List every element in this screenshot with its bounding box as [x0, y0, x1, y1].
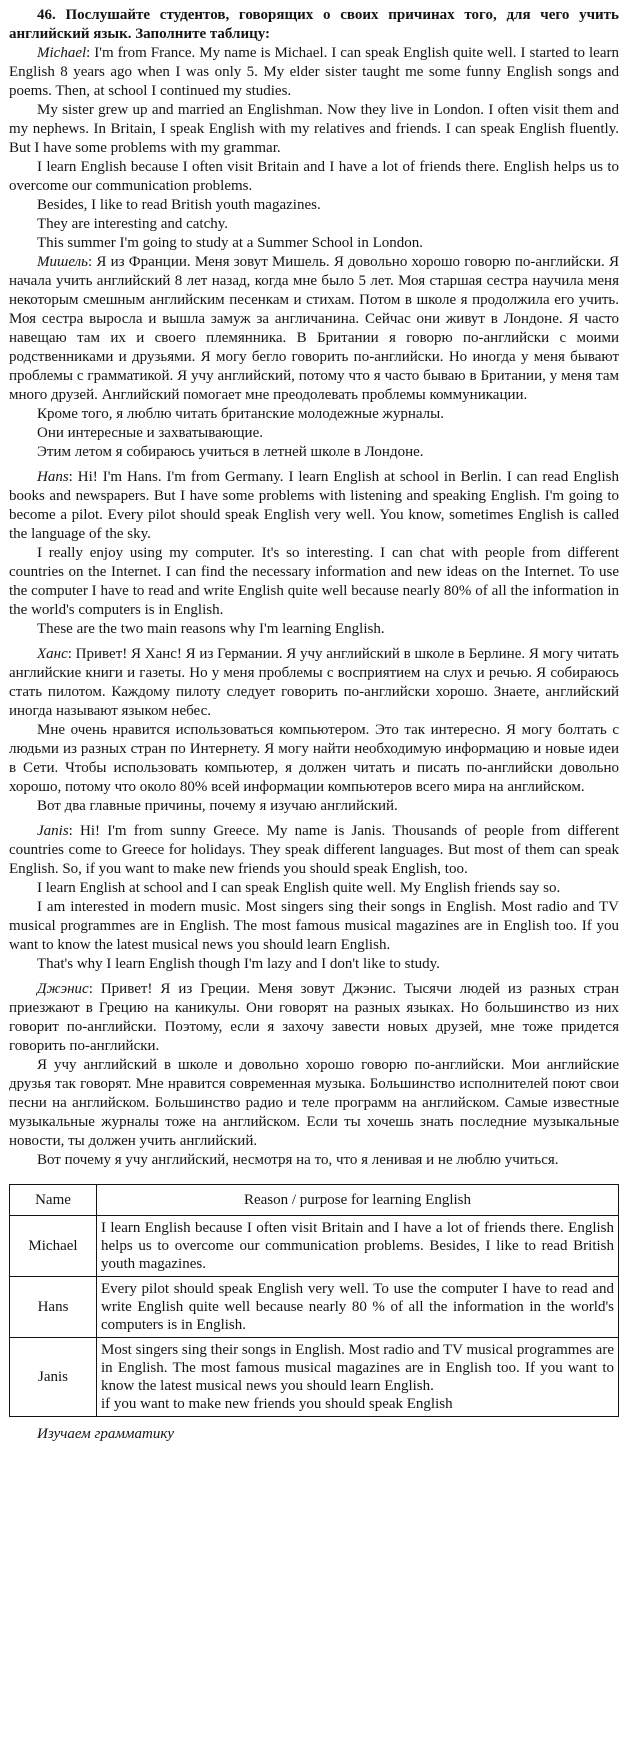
janis-ru-speaker: Джэнис — [37, 981, 89, 997]
hans-speaker: Hans — [37, 469, 69, 485]
hans-paragraph-3: These are the two main reasons why I'm learning English. — [37, 621, 385, 637]
hans-ru-speaker: Ханс — [37, 646, 68, 662]
michael-ru-paragraph-3: Они интересные и захватывающие. — [37, 425, 263, 441]
hans-ru-paragraph-1 — [9, 645, 619, 721]
michael-paragraph-5: They are interesting and catchy. — [37, 216, 229, 232]
row-name-janis: Janis — [10, 1338, 97, 1417]
michael-ru-text-1: : Я из Франции. Меня зовут Мишель. Я довольно хорошо говорю по-английски. Я начала учить английский 8 лет назад, когда мне было 5 лет. Моя старшая сестра научила меня некоторым смешным английским песенкам и стихам. Потом в школе я продолжила его учить. Моя сестра выросла и вышла замуж за англичанина. Сейчас они живут в Лондоне. Я часто навещаю там их и своего племянника. В Британии я говорю по-английски с моими родственниками и друзьями. Я могу бегло говорить по-английски. Но иногда у меня бывают проблемы с грамматикой. Я учу английский, потому что я часто бываю в Британии, у меня там много друзей. Английский помогает мне преодолевать проблемы коммуникации. — [9, 254, 619, 403]
exercise-heading: 46. Послушайте студентов, говорящих о своих причинах того, для чего учить английский язык. Заполните таблицу: — [9, 7, 619, 42]
hans-ru-paragraph-3: Вот два главные причины, почему я изучаю английский. — [37, 798, 398, 814]
row-reason-janis — [97, 1338, 619, 1417]
row-name-michael: Michael — [10, 1216, 97, 1277]
janis-paragraph-4: That's why I learn English though I'm lazy and I don't like to study. — [37, 956, 440, 972]
table-row — [10, 1216, 619, 1277]
michael-paragraph-3: I learn English because I often visit Britain and I have a lot of friends there. English helps us to overcome our communication problems. — [9, 159, 619, 194]
michael-ru-paragraph-1 — [9, 253, 619, 405]
janis-ru-text-1: : Привет! Я из Греции. Меня зовут Джэнис. Тысячи людей из разных стран приезжают в Грецию на каникулы. Они говорят на разных языках. Но большинство из них говорит по-английски. Поэтому, если я захочу завести новых друзей, мне тоже придется говорить по-английски. — [9, 981, 619, 1054]
row-reason-janis-main: Most singers sing their songs in English. Most radio and TV musical programmes are in English. The most famous musical magazines are in English too. If you want to know the latest musical news you should learn English. — [101, 1342, 614, 1394]
janis-ru-paragraph-2: Я учу английский в школе и довольно хорошо говорю по-английски. Мои английские друзья так говорят. Мне нравится современная музыка. Большинство исполнителей поют свои песни на английском. Большинство радио и теле программ на английском. Самые известные музыкальные журналы тоже на английском. Если ты хочешь знать последние музыкальные новости, ты должен учить английский. — [9, 1057, 619, 1149]
michael-text-1: : I'm from France. My name is Michael. I can speak English quite well. I started to learn English 8 years ago when I was only 5. My elder sister taught me some funny English songs and poems. Then, at school I continued my studies. — [9, 45, 619, 99]
janis-ru-paragraph-1 — [9, 980, 619, 1056]
michael-paragraph-2: My sister grew up and married an Englishman. Now they live in London. I often visit them and my nephews. In Britain, I speak English with my relatives and friends. I can speak English fluently. But I have some problems with my grammar. — [9, 102, 619, 156]
row-reason-janis-extra: if you want to make new friends you should speak English — [101, 1396, 453, 1412]
janis-paragraph-1 — [9, 822, 619, 879]
table-row — [10, 1338, 619, 1417]
michael-paragraph-4: Besides, I like to read British youth magazines. — [37, 197, 321, 213]
column-header-name: Name — [10, 1185, 97, 1216]
hans-ru-paragraph-2: Мне очень нравится использоваться компьютером. Это так интересно. Я могу болтать с людьми из разных стран по Интернету. Я могу найти необходимую информацию и новые идеи в Сети. Чтобы использовать компьютер, я должен читать и писать по-английски довольно хорошо, потому что около 80% всей информации компьютеров всего мира на английском. — [9, 722, 619, 795]
janis-paragraph-2: I learn English at school and I can speak English quite well. My English friends say so. — [37, 880, 561, 896]
hans-paragraph-2: I really enjoy using my computer. It's so interesting. I can chat with people from different countries on the Internet. I can find the necessary information and new ideas on the Internet. To use the computer I have to read and write English quite well because nearly 80% of all the information in the world's computers is in English. — [9, 545, 619, 618]
michael-speaker: Michael — [37, 45, 87, 61]
michael-paragraph-6: This summer I'm going to study at a Summer School in London. — [37, 235, 424, 251]
janis-speaker: Janis — [37, 823, 69, 839]
janis-text-1: : Hi! I'm from sunny Greece. My name is Janis. Thousands of people from different countries come to Greece for holidays. They speak different languages. But most of them can speak English. So, if you want to make new friends you should speak English, too. — [9, 823, 619, 877]
table-row — [10, 1277, 619, 1338]
michael-ru-speaker: Мишель — [37, 254, 88, 270]
textbook-page — [9, 0, 619, 1444]
hans-ru-text-1: : Привет! Я Ханс! Я из Германии. Я учу английский в школе в Берлине. Я могу читать английские книги и газеты. Но у меня проблемы с восприятием на слух и речью. Я собираюсь стать пилотом. Каждому пилоту следует говорить по-английски хорошо. Знаете, английский иногда называют языком небес. — [9, 646, 619, 719]
michael-paragraph-1 — [9, 44, 619, 101]
table-header-row — [10, 1185, 619, 1216]
janis-paragraph-3: I am interested in modern music. Most singers sing their songs in English. Most radio and TV musical programmes are in English. The most famous musical magazines are in English too. If you want to know the latest musical news you should learn English. — [9, 899, 619, 953]
row-name-hans: Hans — [10, 1277, 97, 1338]
row-reason-michael: I learn English because I often visit Britain and I have a lot of friends there. English helps us to overcome our communication problems. Besides, I like to read British youth magazines. — [97, 1216, 619, 1277]
hans-paragraph-1 — [9, 468, 619, 544]
janis-ru-paragraph-3: Вот почему я учу английский, несмотря на то, что я ленивая и не люблю учиться. — [37, 1152, 559, 1168]
reasons-table — [9, 1184, 619, 1417]
michael-ru-paragraph-2: Кроме того, я люблю читать британские молодежные журналы. — [37, 406, 444, 422]
michael-ru-paragraph-4: Этим летом я собираюсь учиться в летней школе в Лондоне. — [37, 444, 424, 460]
column-header-reason: Reason / purpose for learning English — [97, 1185, 619, 1216]
hans-text-1: : Hi! I'm Hans. I'm from Germany. I learn English at school in Berlin. I can read English books and newspapers. But I have some problems with listening and speaking English. I'm going to become a pilot. Every pilot should speak English very well. You know, sometimes English is called the language of the sky. — [9, 469, 619, 542]
section-footer: Изучаем грамматику — [37, 1426, 175, 1442]
row-reason-hans: Every pilot should speak English very well. To use the computer I have to read and write English quite well because nearly 80 % of all the information in the world's computers is in English. — [97, 1277, 619, 1338]
